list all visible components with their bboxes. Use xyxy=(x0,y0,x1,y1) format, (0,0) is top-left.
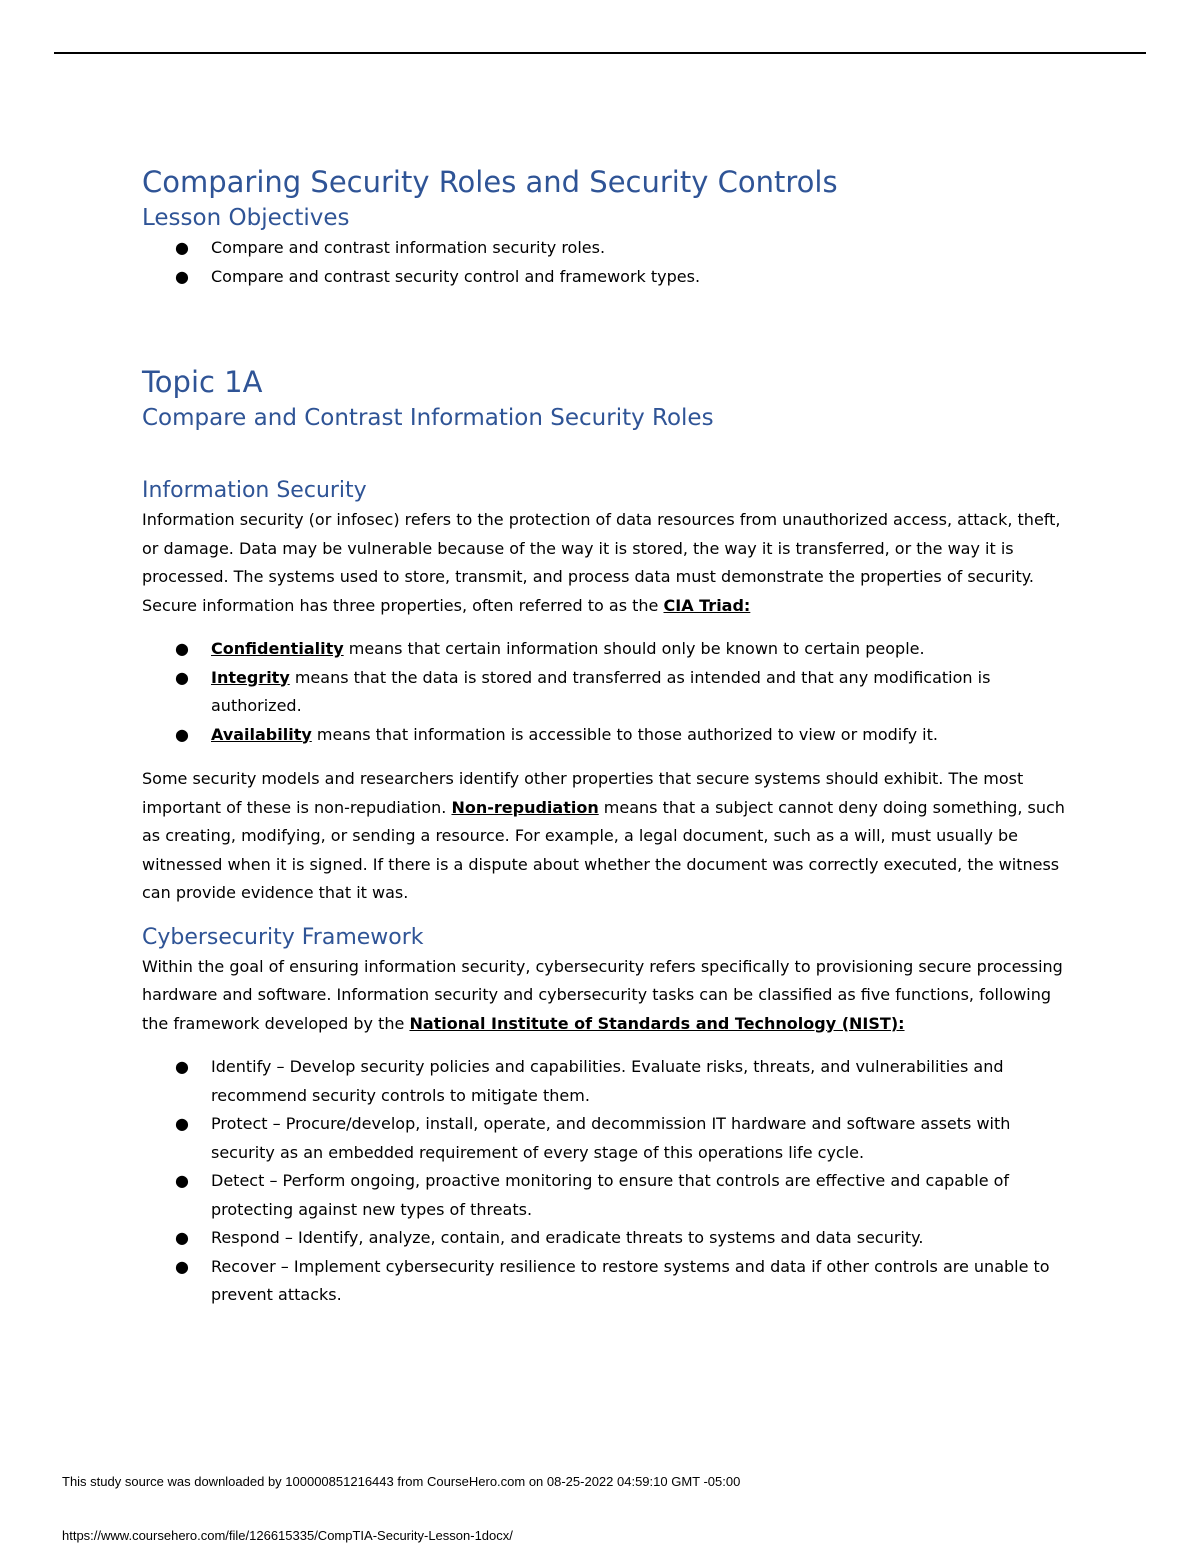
nist-functions-list xyxy=(142,1053,1072,1310)
list-item: ● Identify – Develop security policies and capabilities. Evaluate risks, threats, and vulnerabilities and recommend security controls to mitigate them. xyxy=(175,1057,1004,1105)
document-body xyxy=(142,162,1072,1310)
cia-list xyxy=(142,635,1072,749)
list-item: ● Confidentiality means that certain information should only be known to certain people. xyxy=(175,639,925,658)
cia-triad-term: CIA Triad: xyxy=(663,595,751,615)
list-item: ● Integrity means that the data is stored and transferred as intended and that any modification is authorized. xyxy=(175,667,991,715)
top-rule xyxy=(54,52,1146,54)
topic-subtitle: Compare and Contrast Information Security Roles xyxy=(142,405,714,431)
non-repudiation-paragraph: Some security models and researchers identify other properties that secure systems should exhibit. The most important of these is non-repudiation. Non-repudiation means that a subject cannot deny doing something, such as creating, modifying, or sending a resource. For example, a legal document, such as a will, must usually be witnessed when it is signed. If there is a dispute about whether the document was correctly executed, the witness can provide evidence that it was. xyxy=(142,769,1065,902)
information-security-paragraph: Information security (or infosec) refers to the protection of data resources from unauthorized access, attack, theft, or damage. Data may be vulnerable because of the way it is stored, the way it is transferred, or the way it is processed. The systems used to store, transmit, and process data must demonstrate the properties of security. Secure information has three properties, often referred to as the CIA Triad: xyxy=(142,510,1061,615)
lesson-objectives-list xyxy=(142,234,1072,291)
list-item: ● Detect – Perform ongoing, proactive monitoring to ensure that controls are effective and capable of protecting against new types of threats. xyxy=(175,1171,1010,1219)
source-url[interactable]: https://www.coursehero.com/file/126615335/CompTIA-Security-Lesson-1docx/ xyxy=(62,1528,513,1543)
cybersecurity-framework-heading: Cybersecurity Framework xyxy=(142,924,424,950)
list-item: ● Compare and contrast security control and framework types. xyxy=(175,266,701,286)
topic-label: Topic 1A xyxy=(142,365,263,399)
framework-paragraph: Within the goal of ensuring information security, cybersecurity refers specifically to provisioning secure processing hardware and software. Information security and cybersecurity tasks can be classified as five functions, following the framework developed by the National Institute of Standards and Technology (NIST): xyxy=(142,956,1063,1033)
lesson-objectives-heading: Lesson Objectives xyxy=(142,205,350,231)
download-note: This study source was downloaded by 100000851216443 from CourseHero.com on 08-25-2022 04:59:10 GMT -05:00 xyxy=(62,1474,741,1489)
list-item: ● Compare and contrast information security roles. xyxy=(175,238,606,257)
list-item: ● Availability means that information is accessible to those authorized to view or modify it. xyxy=(175,724,938,744)
list-item: ● Respond – Identify, analyze, contain, and eradicate threats to systems and data security. xyxy=(175,1228,924,1247)
document-title: Comparing Security Roles and Security Controls xyxy=(142,165,838,199)
list-item: ● Recover – Implement cybersecurity resilience to restore systems and data if other controls are unable to prevent attacks. xyxy=(175,1256,1050,1304)
nist-term: National Institute of Standards and Technology (NIST): xyxy=(409,1013,905,1033)
information-security-heading: Information Security xyxy=(142,478,367,503)
list-item: ● Protect – Procure/develop, install, operate, and decommission IT hardware and software assets with security as an embedded requirement of every stage of this operations life cycle. xyxy=(175,1114,1011,1162)
non-repudiation-term: Non-repudiation xyxy=(451,797,599,817)
